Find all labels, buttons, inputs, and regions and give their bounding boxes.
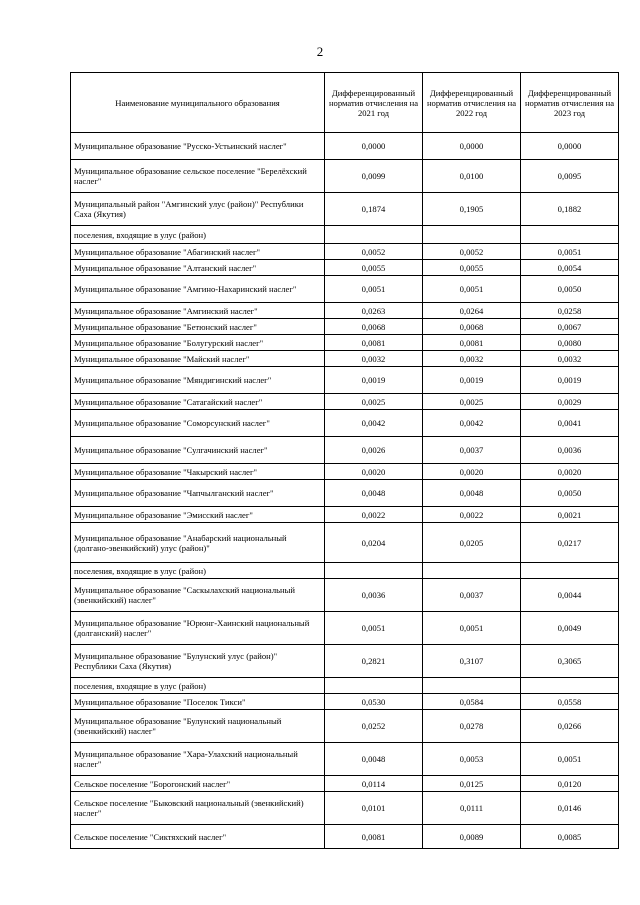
table-row xyxy=(71,133,619,160)
row-name: Муниципальное образование "Булунский национальный (эвенкийский) наслег" xyxy=(71,710,325,743)
table-row xyxy=(71,579,619,612)
row-name: Муниципальное образование "Сатагайский наслег" xyxy=(71,394,325,410)
row-name: Муниципальное образование "Бетюнский наслег" xyxy=(71,319,325,335)
value-2022: 0,0081 xyxy=(423,335,521,351)
value-2023: 0,0020 xyxy=(521,464,619,480)
value-2023: 0,0032 xyxy=(521,351,619,367)
value-2021: 0,0048 xyxy=(325,480,423,507)
value-2021: 0,0252 xyxy=(325,710,423,743)
table-row xyxy=(71,507,619,523)
value-2023: 0,0120 xyxy=(521,776,619,792)
header-2022: Дифференцированный норматив отчисления на 2022 год xyxy=(423,73,521,133)
table-row xyxy=(71,523,619,563)
row-name: Муниципальное образование "Чапчылганский наслег" xyxy=(71,480,325,507)
value-2022 xyxy=(423,678,521,694)
value-2023: 0,1882 xyxy=(521,193,619,226)
table-body xyxy=(71,133,619,849)
value-2021: 0,0051 xyxy=(325,612,423,645)
value-2022: 0,0022 xyxy=(423,507,521,523)
value-2022 xyxy=(423,563,521,579)
table-header-row xyxy=(71,73,619,133)
value-2021: 0,1874 xyxy=(325,193,423,226)
row-name: Муниципальное образование "Булунский улус (район)" Республики Саха (Якутия) xyxy=(71,645,325,678)
table-row xyxy=(71,226,619,244)
row-name: Муниципальное образование "Эмисский наслег" xyxy=(71,507,325,523)
table-row xyxy=(71,464,619,480)
value-2022: 0,0052 xyxy=(423,244,521,260)
value-2023: 0,0217 xyxy=(521,523,619,563)
value-2023: 0,0146 xyxy=(521,792,619,825)
value-2021: 0,0048 xyxy=(325,743,423,776)
value-2021: 0,0530 xyxy=(325,694,423,710)
value-2023 xyxy=(521,678,619,694)
table-row xyxy=(71,694,619,710)
row-name: Муниципальное образование "Мяндигинский наслег" xyxy=(71,367,325,394)
table-row xyxy=(71,776,619,792)
value-2023: 0,0558 xyxy=(521,694,619,710)
value-2021: 0,0114 xyxy=(325,776,423,792)
value-2023: 0,0050 xyxy=(521,480,619,507)
value-2021 xyxy=(325,678,423,694)
table-row xyxy=(71,645,619,678)
value-2022: 0,3107 xyxy=(423,645,521,678)
value-2023 xyxy=(521,563,619,579)
value-2021: 0,0081 xyxy=(325,335,423,351)
value-2021: 0,0051 xyxy=(325,276,423,303)
table-row xyxy=(71,303,619,319)
value-2022: 0,0111 xyxy=(423,792,521,825)
value-2022 xyxy=(423,226,521,244)
header-2023: Дифференцированный норматив отчисления на 2023 год xyxy=(521,73,619,133)
value-2021: 0,0026 xyxy=(325,437,423,464)
row-name: Муниципальное образование "Абагинский наслег" xyxy=(71,244,325,260)
value-2022: 0,0037 xyxy=(423,579,521,612)
value-2021: 0,0032 xyxy=(325,351,423,367)
table-row xyxy=(71,319,619,335)
value-2023: 0,0054 xyxy=(521,260,619,276)
value-2022: 0,0125 xyxy=(423,776,521,792)
table-row xyxy=(71,335,619,351)
table-row xyxy=(71,710,619,743)
value-2023: 0,0021 xyxy=(521,507,619,523)
row-name: Муниципальное образование "Амгино-Нахаринский наслег" xyxy=(71,276,325,303)
value-2021 xyxy=(325,563,423,579)
value-2022: 0,0051 xyxy=(423,612,521,645)
value-2021: 0,0101 xyxy=(325,792,423,825)
row-name: Муниципальное образование "Саскылахский национальный (эвенкийский) наслег" xyxy=(71,579,325,612)
row-name: Муниципальное образование "Анабарский национальный (долгано-эвенкийский) улус (район)" xyxy=(71,523,325,563)
value-2023: 0,0085 xyxy=(521,825,619,849)
value-2023: 0,0044 xyxy=(521,579,619,612)
row-name: поселения, входящие в улус (район) xyxy=(71,678,325,694)
table-row xyxy=(71,678,619,694)
value-2021: 0,0052 xyxy=(325,244,423,260)
value-2022: 0,0032 xyxy=(423,351,521,367)
table-row xyxy=(71,244,619,260)
value-2022: 0,0053 xyxy=(423,743,521,776)
value-2021: 0,0068 xyxy=(325,319,423,335)
page-number: 2 xyxy=(316,44,324,59)
value-2021: 0,0263 xyxy=(325,303,423,319)
row-name: Муниципальное образование "Алтанский наслег" xyxy=(71,260,325,276)
row-name: поселения, входящие в улус (район) xyxy=(71,226,325,244)
table-row xyxy=(71,743,619,776)
value-2022: 0,0055 xyxy=(423,260,521,276)
value-2022: 0,0000 xyxy=(423,133,521,160)
row-name: Сельское поселение "Быковский национальный (эвенкийский) наслег" xyxy=(71,792,325,825)
value-2023: 0,0050 xyxy=(521,276,619,303)
value-2023: 0,0036 xyxy=(521,437,619,464)
row-name: Муниципальное образование "Соморсунский наслег" xyxy=(71,410,325,437)
header-name: Наименование муниципального образования xyxy=(71,73,325,133)
value-2021: 0,0022 xyxy=(325,507,423,523)
row-name: Муниципальное образование "Чакырский наслег" xyxy=(71,464,325,480)
value-2021: 0,0000 xyxy=(325,133,423,160)
table-row xyxy=(71,193,619,226)
value-2023: 0,0029 xyxy=(521,394,619,410)
value-2021: 0,0099 xyxy=(325,160,423,193)
value-2022: 0,0048 xyxy=(423,480,521,507)
table-row xyxy=(71,351,619,367)
value-2023: 0,0049 xyxy=(521,612,619,645)
value-2021: 0,0020 xyxy=(325,464,423,480)
value-2022: 0,0037 xyxy=(423,437,521,464)
table-row xyxy=(71,563,619,579)
row-name: Сельское поселение "Сиктяхский наслег" xyxy=(71,825,325,849)
table-row xyxy=(71,792,619,825)
value-2023: 0,0080 xyxy=(521,335,619,351)
value-2022: 0,0584 xyxy=(423,694,521,710)
table-row xyxy=(71,367,619,394)
value-2021 xyxy=(325,226,423,244)
value-2023: 0,3065 xyxy=(521,645,619,678)
value-2023: 0,0266 xyxy=(521,710,619,743)
row-name: поселения, входящие в улус (район) xyxy=(71,563,325,579)
table-row xyxy=(71,437,619,464)
table-row xyxy=(71,612,619,645)
value-2023: 0,0051 xyxy=(521,244,619,260)
row-name: Муниципальное образование "Юрюнг-Хаинский национальный (долганский) наслег" xyxy=(71,612,325,645)
row-name: Муниципальное образование "Амгинский наслег" xyxy=(71,303,325,319)
value-2022: 0,0278 xyxy=(423,710,521,743)
table-row xyxy=(71,276,619,303)
value-2021: 0,2821 xyxy=(325,645,423,678)
value-2022: 0,0042 xyxy=(423,410,521,437)
table-row xyxy=(71,410,619,437)
row-name: Муниципальное образование "Русско-Устьинский наслег" xyxy=(71,133,325,160)
value-2023: 0,0258 xyxy=(521,303,619,319)
value-2023 xyxy=(521,226,619,244)
table-row xyxy=(71,480,619,507)
value-2023: 0,0095 xyxy=(521,160,619,193)
value-2023: 0,0000 xyxy=(521,133,619,160)
value-2021: 0,0036 xyxy=(325,579,423,612)
value-2022: 0,0025 xyxy=(423,394,521,410)
value-2022: 0,0051 xyxy=(423,276,521,303)
value-2022: 0,0020 xyxy=(423,464,521,480)
value-2021: 0,0055 xyxy=(325,260,423,276)
row-name: Муниципальное образование "Сулгачинский наслег" xyxy=(71,437,325,464)
value-2023: 0,0019 xyxy=(521,367,619,394)
table-row xyxy=(71,825,619,849)
value-2021: 0,0081 xyxy=(325,825,423,849)
value-2022: 0,0264 xyxy=(423,303,521,319)
value-2021: 0,0019 xyxy=(325,367,423,394)
header-2021: Дифференцированный норматив отчисления на 2021 год xyxy=(325,73,423,133)
value-2023: 0,0067 xyxy=(521,319,619,335)
table-row xyxy=(71,260,619,276)
row-name: Муниципальное образование "Поселок Тикси" xyxy=(71,694,325,710)
value-2023: 0,0041 xyxy=(521,410,619,437)
row-name: Муниципальное образование "Хара-Улахский национальный наслег" xyxy=(71,743,325,776)
row-name: Муниципальное образование сельское поселение "Берелёхский наслег" xyxy=(71,160,325,193)
value-2021: 0,0042 xyxy=(325,410,423,437)
value-2023: 0,0051 xyxy=(521,743,619,776)
value-2022: 0,1905 xyxy=(423,193,521,226)
row-name: Муниципальный район "Амгинский улус (район)" Республики Саха (Якутия) xyxy=(71,193,325,226)
table-row xyxy=(71,160,619,193)
value-2021: 0,0204 xyxy=(325,523,423,563)
value-2022: 0,0019 xyxy=(423,367,521,394)
row-name: Сельское поселение "Борогонский наслег" xyxy=(71,776,325,792)
value-2022: 0,0205 xyxy=(423,523,521,563)
row-name: Муниципальное образование "Болугурский наслег" xyxy=(71,335,325,351)
norms-table xyxy=(70,72,619,849)
value-2022: 0,0089 xyxy=(423,825,521,849)
row-name: Муниципальное образование "Майский наслег" xyxy=(71,351,325,367)
value-2022: 0,0100 xyxy=(423,160,521,193)
table-row xyxy=(71,394,619,410)
value-2021: 0,0025 xyxy=(325,394,423,410)
value-2022: 0,0068 xyxy=(423,319,521,335)
